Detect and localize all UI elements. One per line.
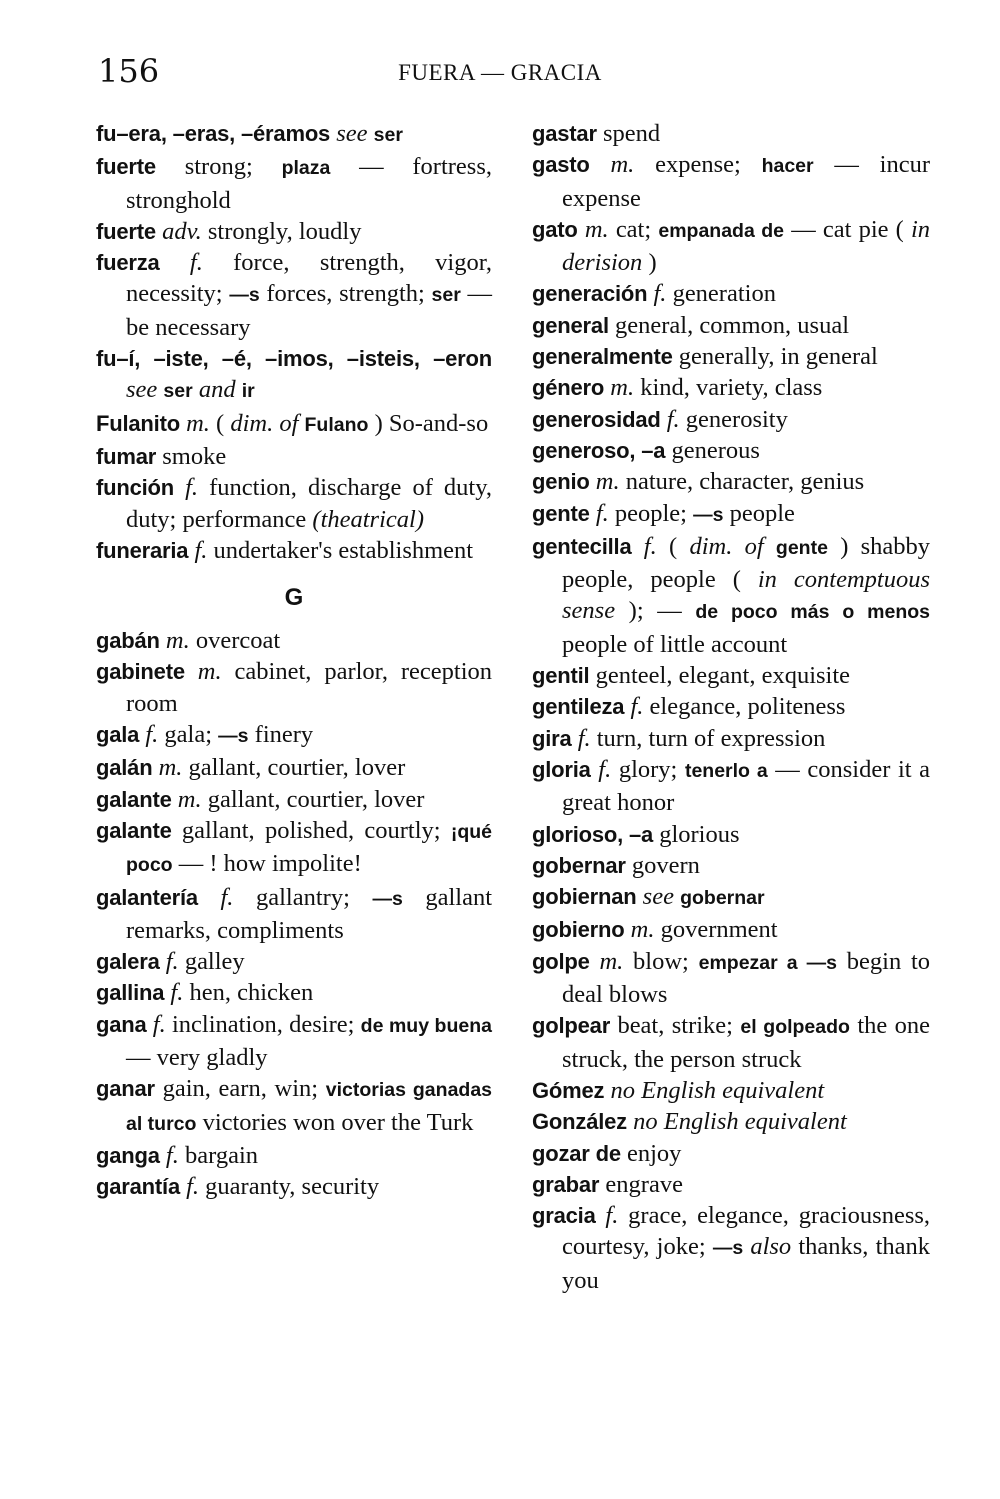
italic-label: no English equivalent — [633, 1108, 847, 1136]
headword: ganga — [96, 1142, 160, 1168]
headword: gentileza — [532, 694, 625, 720]
definition-text: begin to deal blows — [562, 947, 931, 1009]
definition-text: ); — — [628, 597, 682, 625]
dictionary-entry — [532, 531, 930, 660]
definition-text: spend — [602, 120, 661, 147]
dictionary-entry — [96, 1171, 492, 1202]
dictionary-entry — [532, 498, 930, 531]
headword: gobernar — [532, 852, 626, 878]
headword: generalmente — [532, 344, 673, 370]
dictionary-entry — [532, 691, 930, 722]
headword: general — [532, 312, 609, 338]
headword: galante — [96, 786, 172, 812]
italic-label: also — [750, 1233, 792, 1261]
dictionary-entry — [532, 1075, 930, 1106]
definition-text: general, common, usual — [614, 311, 850, 339]
definition-text: gain, earn, win; — [162, 1075, 319, 1103]
definition-text: — be necessary — [126, 280, 492, 341]
dictionary-entry — [532, 1200, 930, 1296]
headword: golpear — [532, 1013, 611, 1039]
dictionary-entry — [532, 1010, 930, 1075]
headword: fumar — [96, 443, 157, 469]
dictionary-entry — [96, 535, 492, 566]
italic-label: dim. of — [230, 409, 299, 437]
dictionary-entry — [96, 118, 492, 151]
bold-phrase: —s — [218, 725, 249, 748]
dictionary-entry — [96, 977, 492, 1008]
definition-text: hen, chicken — [189, 979, 314, 1007]
italic-label: f. — [170, 979, 184, 1007]
definition-text: ( — [668, 532, 678, 560]
italic-label: f. — [165, 948, 179, 976]
dictionary-entry — [532, 278, 930, 309]
italic-label: f. — [653, 280, 667, 308]
headword: galantería — [96, 884, 198, 910]
italic-label: m. — [158, 754, 183, 782]
headword: gobiernan — [532, 884, 637, 910]
definition-text: — fortress, stronghold — [126, 153, 493, 214]
bold-phrase: plaza — [281, 157, 331, 180]
definition-text: gallant remarks, compliments — [126, 883, 493, 944]
definition-text: govern — [631, 851, 700, 879]
right-column — [532, 118, 930, 1296]
headword: gentil — [532, 663, 590, 689]
dictionary-entry — [96, 784, 492, 815]
headword: Fulanito — [96, 410, 180, 436]
italic-label: f. — [577, 724, 591, 752]
dictionary-entry — [96, 946, 492, 977]
italic-label: f. — [630, 693, 644, 721]
definition-text: — incur expense — [562, 151, 931, 212]
bold-phrase: de muy buena — [360, 1014, 492, 1037]
dictionary-entry — [532, 946, 930, 1011]
dictionary-entry — [96, 247, 492, 343]
italic-label: f. — [152, 1010, 166, 1038]
definition-text: people — [729, 499, 795, 527]
definition-text: strong; — [184, 153, 253, 181]
dictionary-entry — [96, 752, 492, 783]
italic-label: f. — [595, 499, 609, 527]
italic-label: adv. — [162, 217, 202, 245]
headword: generación — [532, 281, 648, 307]
dictionary-entry — [532, 850, 930, 881]
definition-text: guaranty, security — [205, 1173, 380, 1201]
headword: gastar — [532, 121, 597, 146]
bold-phrase: empezar a —s — [698, 951, 838, 974]
definition-text: smoke — [162, 442, 227, 470]
bold-phrase: ser — [163, 380, 193, 403]
definition-text: people; — [614, 499, 687, 527]
bold-phrase: de poco más o menos — [695, 601, 930, 624]
headword: gato — [532, 216, 578, 242]
definition-text: forces, strength; — [266, 280, 425, 308]
italic-label: in contemptuous sense — [562, 566, 930, 625]
headword: González — [532, 1109, 627, 1135]
definition-text: finery — [254, 721, 314, 749]
italic-label: no English equivalent — [610, 1076, 825, 1104]
dictionary-entry — [96, 216, 492, 247]
definition-text: function, discharge of duty, duty; performance — [126, 474, 493, 533]
italic-label: and — [198, 376, 236, 404]
bold-phrase: ¡qué poco — [126, 820, 492, 877]
italic-label: f. — [145, 721, 159, 749]
bold-phrase: victorias ganadas al turco — [126, 1079, 493, 1135]
bold-phrase: —s — [229, 284, 260, 307]
bold-phrase: ser — [431, 284, 461, 307]
definition-text: generosity — [685, 405, 788, 433]
dictionary-entry — [96, 1073, 492, 1140]
italic-label: f. — [598, 755, 612, 783]
bold-phrase: —s — [712, 1237, 744, 1260]
dictionary-entry — [96, 408, 492, 441]
italic-label: f. — [185, 474, 199, 502]
dictionary-entry — [532, 1106, 930, 1137]
definition-text: gallant, courtier, lover — [207, 785, 425, 813]
italic-label: see — [642, 883, 674, 911]
definition-text: blow; — [633, 947, 689, 975]
dictionary-entry — [532, 754, 930, 819]
bold-phrase: Fulano — [304, 413, 369, 436]
dictionary-entry — [96, 815, 492, 882]
definition-text: kind, variety, class — [640, 374, 823, 402]
headword: gente — [532, 500, 590, 526]
definition-text: glory; — [618, 755, 678, 783]
dictionary-entry — [532, 214, 930, 279]
dictionary-entry — [96, 656, 492, 719]
definition-text: expense; — [655, 151, 741, 179]
headword: galante — [96, 817, 172, 843]
italic-label: dim. of — [689, 532, 764, 560]
definition-text: enjoy — [627, 1139, 682, 1167]
definition-text: — very gladly — [126, 1044, 268, 1072]
definition-text: generous — [671, 436, 760, 464]
section-letter: G — [284, 584, 304, 612]
bold-phrase: ser — [373, 124, 403, 146]
definition-text: cat; — [615, 215, 652, 243]
definition-text: ) So-and-so — [374, 409, 489, 437]
dictionary-entry — [532, 310, 930, 341]
dictionary-entry — [532, 819, 930, 850]
dictionary-entry — [96, 343, 492, 408]
headword: garantía — [96, 1174, 180, 1200]
definition-text: ) — [648, 249, 657, 277]
definition-text: ( — [216, 409, 225, 437]
headword: gasto — [532, 152, 590, 178]
left-entries-g — [96, 625, 492, 1202]
definition-text: galley — [184, 948, 245, 976]
definition-text: gallantry; — [256, 883, 350, 911]
dictionary-entry — [96, 882, 492, 947]
dictionary-entry — [96, 719, 492, 752]
headword: fuerza — [96, 250, 160, 276]
headword: gala — [96, 722, 140, 748]
dictionary-entry — [532, 118, 930, 149]
italic-label: f. — [605, 1202, 619, 1230]
dictionary-entry — [96, 441, 492, 472]
headword: fuerte — [96, 218, 156, 244]
definition-text: government — [660, 916, 778, 944]
italic-label: in derision — [562, 215, 931, 277]
definition-text: — consider it a great honor — [562, 755, 931, 817]
definition-text: elegance, politeness — [649, 693, 846, 721]
definition-text: inclination, desire; — [171, 1010, 355, 1038]
dictionary-entry — [96, 472, 492, 535]
page-number: 156 — [98, 52, 160, 90]
definition-text: gallant, polished, courtly; — [181, 816, 441, 844]
headword: gobierno — [532, 917, 625, 943]
definition-text: — ! how impolite! — [178, 850, 362, 878]
bold-phrase: gobernar — [680, 887, 765, 910]
definition-text: force, strength, vigor, necessity; — [126, 249, 493, 308]
headword: galán — [96, 755, 153, 781]
headword: fuerte — [96, 154, 156, 180]
bold-phrase: tenerlo a — [684, 759, 768, 782]
definition-text: thanks, thank you — [562, 1233, 931, 1294]
definition-text: nature, character, genius — [625, 468, 865, 496]
headword: gloria — [532, 756, 591, 782]
headword: fu–í, –iste, –é, –imos, –isteis, –eron — [96, 346, 492, 372]
definition-text: overcoat — [195, 627, 281, 655]
headword: gentecilla — [532, 533, 632, 559]
definition-text: beat, strike; — [617, 1012, 733, 1040]
headword: fu–era, –eras, –éramos — [96, 121, 331, 146]
running-head: FUERA — GRACIA — [398, 60, 602, 85]
bold-phrase: —s — [693, 503, 724, 526]
italic-label: m. — [595, 468, 620, 496]
dictionary-entry — [532, 723, 930, 754]
definition-text: genteel, elegant, exquisite — [595, 662, 851, 690]
right-entries — [532, 118, 930, 1296]
italic-label: f. — [165, 1141, 179, 1169]
italic-label: f. — [666, 405, 680, 433]
italic-label: m. — [630, 916, 655, 944]
italic-label: see — [126, 376, 158, 404]
dictionary-entry — [96, 151, 492, 216]
italic-label: m. — [177, 785, 202, 813]
italic-label: f. — [189, 249, 203, 277]
dictionary-entry — [532, 341, 930, 372]
italic-label: m. — [197, 658, 222, 686]
definition-text: generation — [672, 280, 776, 308]
bold-phrase: el golpeado — [740, 1016, 850, 1039]
dictionary-entry — [96, 1009, 492, 1074]
dictionary-entry — [96, 1140, 492, 1171]
definition-text: victories won over the Turk — [202, 1108, 474, 1136]
dictionary-entry — [532, 466, 930, 497]
dictionary-entry — [532, 435, 930, 466]
dictionary-entry — [532, 881, 930, 914]
headword: gabán — [96, 628, 160, 654]
dictionary-entry — [532, 149, 930, 214]
dictionary-entry — [532, 1138, 930, 1169]
headword: gozar de — [532, 1140, 621, 1166]
definition-text: glorious — [659, 820, 740, 848]
italic-label: m. — [584, 215, 609, 243]
definition-text: turn, turn of expression — [596, 724, 826, 752]
definition-text: undertaker's establishment — [213, 536, 474, 564]
italic-label: m. — [610, 374, 635, 402]
left-entries-f — [96, 118, 492, 566]
italic-label: (theatrical) — [312, 505, 424, 533]
italic-label: f. — [194, 536, 208, 564]
headword: gracia — [532, 1203, 596, 1229]
italic-label: m. — [599, 947, 624, 975]
headword: gira — [532, 725, 572, 751]
bold-phrase: —s — [372, 887, 403, 910]
definition-text: — cat pie ( — [791, 215, 904, 243]
definition-text: bargain — [184, 1141, 259, 1169]
headword: funeraria — [96, 537, 189, 563]
dictionary-entry — [532, 1169, 930, 1200]
headword: gabinete — [96, 659, 185, 685]
dictionary-entry — [532, 914, 930, 945]
headword: gana — [96, 1011, 147, 1037]
italic-label: f. — [186, 1173, 200, 1201]
bold-phrase: hacer — [761, 155, 814, 178]
italic-label: m. — [610, 151, 635, 179]
definition-text: engrave — [605, 1170, 683, 1198]
dictionary-entry — [532, 660, 930, 691]
definition-text: ) shabby people, people ( — [562, 532, 931, 594]
headword: Gómez — [532, 1077, 605, 1103]
italic-label: f. — [220, 883, 234, 911]
headword: golpe — [532, 948, 590, 974]
definition-text: cabinet, parlor, reception room — [126, 658, 493, 717]
headword: generosidad — [532, 406, 661, 432]
italic-label: f. — [643, 532, 657, 560]
definition-text: people of little account — [562, 630, 788, 658]
italic-label: see — [336, 120, 368, 147]
definition-text: strongly, loudly — [207, 217, 362, 245]
dictionary-entry — [532, 372, 930, 403]
headword: genio — [532, 469, 590, 495]
headword: gallina — [96, 980, 165, 1006]
definition-text: gala; — [164, 721, 213, 749]
bold-phrase: gente — [775, 536, 828, 559]
definition-text: grace, elegance, graciousness, courtesy, joke; — [562, 1202, 931, 1261]
bold-phrase: empanada de — [658, 219, 785, 242]
definition-text: the one struck, the person struck — [562, 1012, 931, 1073]
definition-text: generally, in general — [678, 343, 878, 371]
headword: función — [96, 475, 175, 501]
headword: galera — [96, 949, 160, 975]
italic-label: m. — [186, 409, 210, 437]
bold-phrase: ir — [241, 380, 255, 403]
headword: género — [532, 375, 605, 401]
dictionary-entry — [532, 404, 930, 435]
definition-text: gallant, courtier, lover — [188, 754, 406, 782]
headword: grabar — [532, 1171, 600, 1197]
dictionary-entry — [96, 625, 492, 656]
left-column — [96, 118, 492, 1203]
headword: glorioso, –a — [532, 821, 654, 847]
italic-label: m. — [165, 627, 190, 655]
headword: generoso, –a — [532, 437, 666, 463]
headword: ganar — [96, 1076, 155, 1102]
